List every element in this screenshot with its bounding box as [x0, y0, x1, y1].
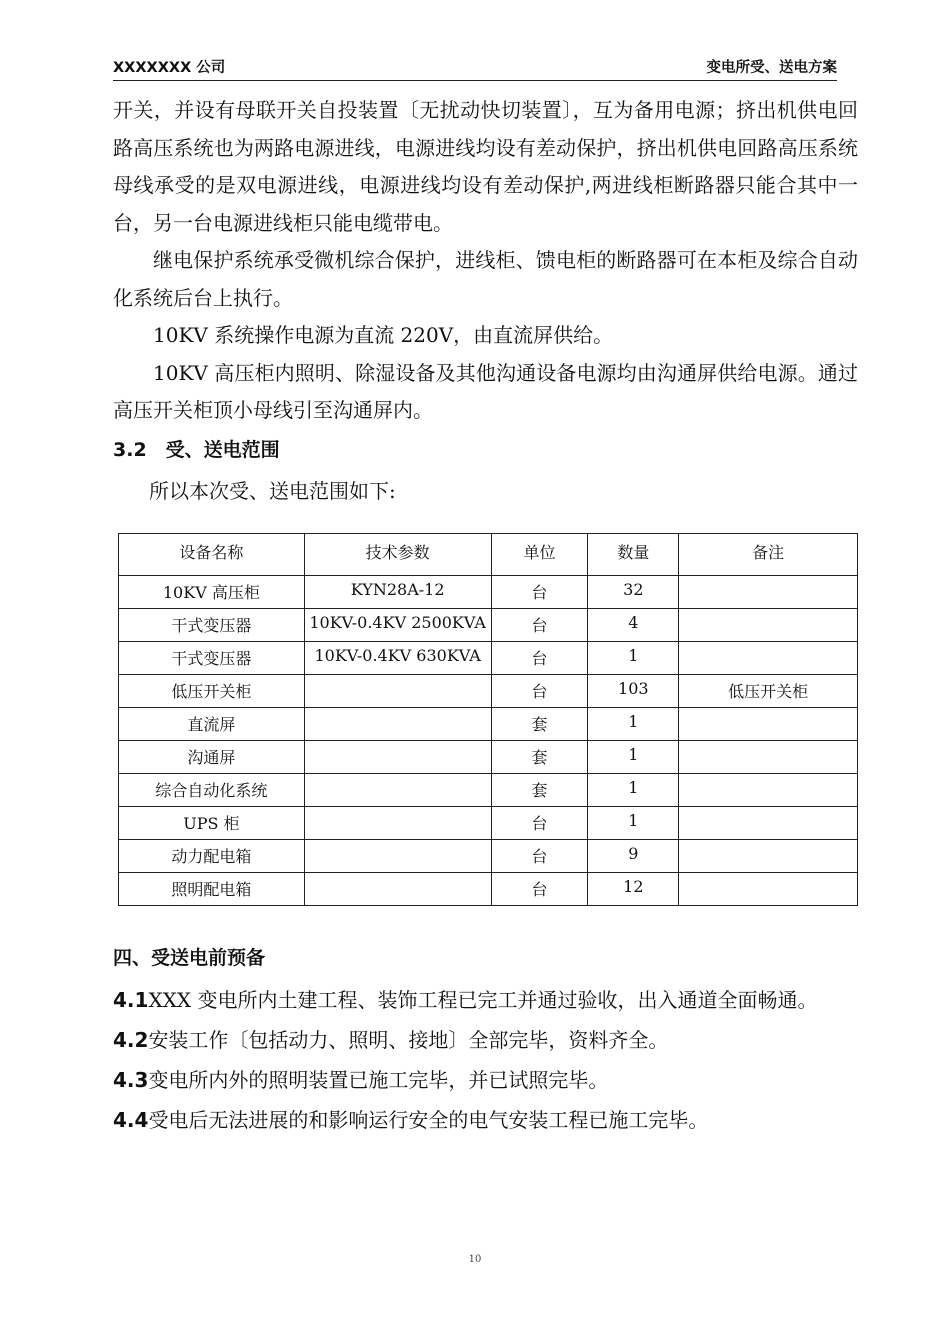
table-cell: 干式变压器 [119, 642, 305, 675]
table-row [119, 774, 858, 807]
list-item [113, 980, 858, 1020]
table-cell [304, 807, 491, 840]
table-cell: 12 [588, 873, 679, 906]
table-cell: 1 [588, 807, 679, 840]
section-heading-4: 四、受送电前预备 [113, 947, 266, 969]
table-cell: 台 [491, 642, 588, 675]
header-cell: 数量 [588, 534, 679, 576]
table-cell: 直流屏 [119, 708, 305, 741]
table-cell: 套 [491, 741, 588, 774]
table-cell [679, 642, 858, 675]
table-cell: 干式变压器 [119, 609, 305, 642]
header-cell: 设备名称 [119, 534, 305, 576]
table-row [119, 840, 858, 873]
table-row [119, 873, 858, 906]
table-cell [679, 741, 858, 774]
table-cell: 低压开关柜 [119, 675, 305, 708]
item-number: 4.3 [113, 1068, 149, 1092]
table-cell: 1 [588, 774, 679, 807]
item-number: 4.1 [113, 988, 149, 1012]
table-cell: 台 [491, 840, 588, 873]
table-cell: 10KV 高压柜 [119, 576, 305, 609]
table-cell [679, 873, 858, 906]
table-cell: 综合自动化系统 [119, 774, 305, 807]
table-cell: 1 [588, 642, 679, 675]
header-cell: 单位 [491, 534, 588, 576]
list-item [113, 1100, 858, 1140]
section-heading-3-2: 3.2 受、送电范围 [113, 438, 280, 461]
table-cell [679, 708, 858, 741]
table-cell [679, 807, 858, 840]
page-header [113, 52, 837, 81]
paragraph-lighting-power: 10KV 高压柜内照明、除湿设备及其他沟通设备电源均由沟通屏供给电源。通过高压开关柜顶小母线引至沟通屏内。 [113, 360, 858, 422]
table-cell: 低压开关柜 [679, 675, 858, 708]
table-row [119, 675, 858, 708]
table-cell: KYN28A-12 [304, 576, 491, 609]
table-cell: 套 [491, 708, 588, 741]
page-number: 10 [468, 1254, 482, 1265]
body-text [113, 92, 858, 511]
table-cell: 1 [588, 708, 679, 741]
header-company: XXXXXXX 公司 [113, 60, 226, 76]
item-text: 受电后无法进展的和影响运行安全的电气安装工程已施工完毕。 [148, 1108, 709, 1132]
table-row [119, 708, 858, 741]
item-number: 4.4 [113, 1108, 149, 1132]
paragraph-relay-protection: 继电保护系统承受微机综合保护，进线柜、馈电柜的断路器可在本柜及综合自动化系统后台上执行。 [113, 248, 858, 310]
table-cell: 台 [491, 576, 588, 609]
table-row [119, 807, 858, 840]
table-cell: UPS 柜 [119, 807, 305, 840]
item-text: 安装工作〔包括动力、照明、接地〕全部完毕，资料齐全。 [148, 1028, 669, 1052]
table-cell: 台 [491, 873, 588, 906]
header-cell: 技术参数 [304, 534, 491, 576]
table-cell [304, 840, 491, 873]
section-4 [113, 938, 858, 1140]
table-cell [304, 741, 491, 774]
table-cell [304, 708, 491, 741]
header-cell: 备注 [679, 534, 858, 576]
paragraph-operating-power: 10KV 系统操作电源为直流 220V，由直流屏供给。 [153, 323, 614, 347]
table-cell [304, 873, 491, 906]
list-item [113, 1060, 858, 1100]
table-row [119, 642, 858, 675]
item-text: XXX 变电所内土建工程、装饰工程已完工并通过验收，出入通道全面畅通。 [148, 988, 818, 1012]
table-row [119, 576, 858, 609]
table-cell [679, 840, 858, 873]
table-cell [679, 774, 858, 807]
table-cell: 10KV-0.4KV 2500KVA [304, 609, 491, 642]
table-header-row [119, 534, 858, 576]
equipment-range-table [118, 533, 858, 906]
table-cell [304, 675, 491, 708]
table-cell [679, 576, 858, 609]
table-cell: 套 [491, 774, 588, 807]
table-cell: 照明配电箱 [119, 873, 305, 906]
table-cell: 10KV-0.4KV 630KVA [304, 642, 491, 675]
table-cell: 台 [491, 609, 588, 642]
table-cell: 103 [588, 675, 679, 708]
paragraph-power-source: 开关，并设有母联开关自投装置〔无扰动快切装置〕，互为备用电源；挤出机供电回路高压系统也为两路电源进线，电源进线均设有差动保护，挤出机供电回路高压系统母线承受的是双电源进线，电源进线均设有差动保护,两进线柜断路器只能合其中一台，另一台电源进线柜只能电缆带电。 [113, 98, 858, 235]
table-cell: 9 [588, 840, 679, 873]
table-cell [304, 774, 491, 807]
table-cell: 32 [588, 576, 679, 609]
item-number: 4.2 [113, 1028, 149, 1052]
table-cell: 动力配电箱 [119, 840, 305, 873]
table-cell: 4 [588, 609, 679, 642]
table-row [119, 741, 858, 774]
table-row [119, 609, 858, 642]
table-cell: 台 [491, 675, 588, 708]
table-cell: 沟通屏 [119, 741, 305, 774]
header-title: 变电所受、送电方案 [706, 60, 837, 76]
table-cell [679, 609, 858, 642]
table-intro: 所以本次受、送电范围如下: [149, 479, 396, 503]
table-cell: 台 [491, 807, 588, 840]
table-cell: 1 [588, 741, 679, 774]
item-text: 变电所内外的照明装置已施工完毕，并已试照完毕。 [148, 1068, 609, 1092]
list-item [113, 1020, 858, 1060]
